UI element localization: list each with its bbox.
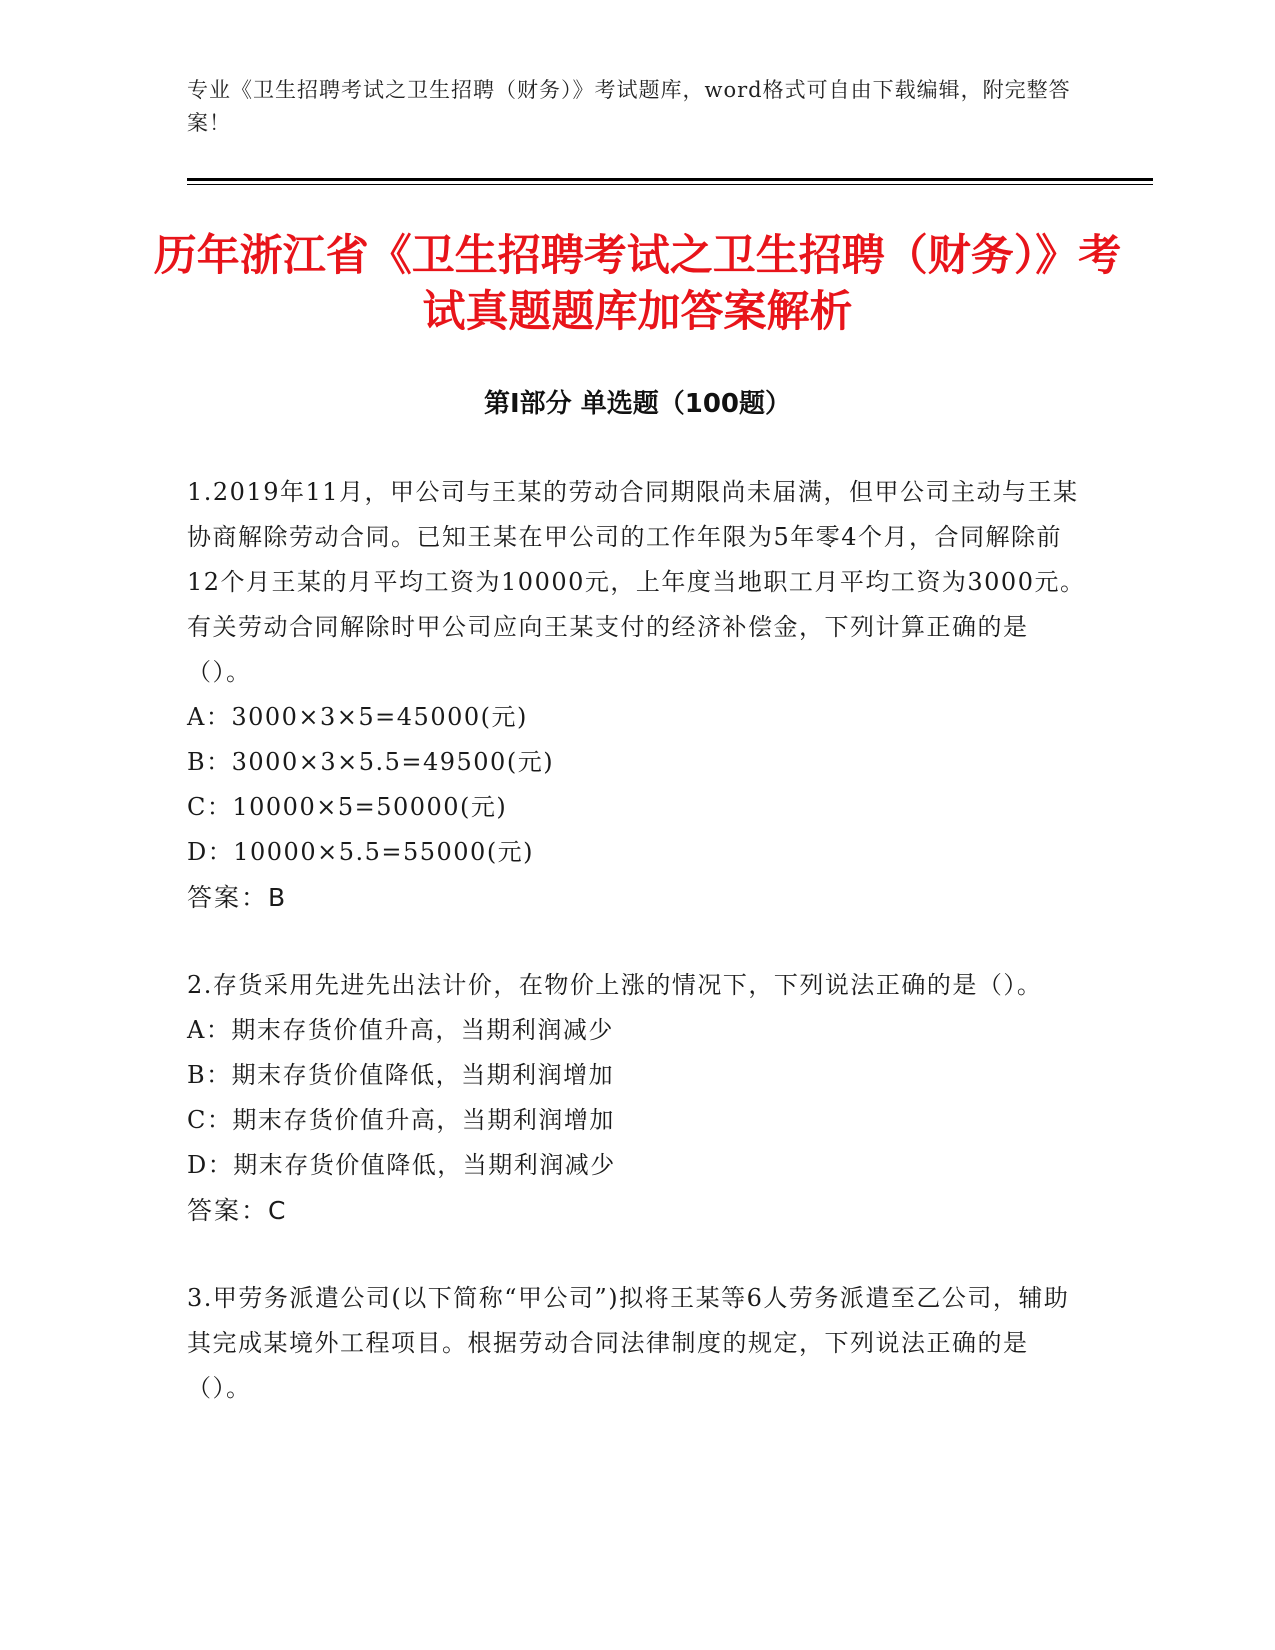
option-c: C：10000×5=50000(元) (187, 793, 508, 821)
question-list (187, 470, 1087, 1454)
answer-line (187, 1188, 1087, 1233)
answer-label: 答案： (187, 1196, 269, 1225)
option-a: A：3000×3×5=45000(元) (187, 703, 528, 731)
option-b: B：期末存货价值降低，当期利润增加 (187, 1061, 615, 1089)
answer-label: 答案： (187, 883, 269, 912)
answer-value: B (268, 883, 286, 912)
question-2 (187, 963, 1087, 1233)
option-b: B：3000×3×5.5=49500(元) (187, 748, 555, 776)
question-3 (187, 1276, 1087, 1411)
question-stem: 3.甲劳务派遣公司(以下简称“甲公司”)拟将王某等6人劳务派遣至乙公司，辅助其完成某境外工程项目。根据劳动合同法律制度的规定，下列说法正确的是（）。 (187, 1284, 1070, 1402)
header-note: 专业《卫生招聘考试之卫生招聘（财务）》考试题库，word格式可自由下载编辑，附完整答案！ (187, 78, 1071, 135)
header-divider-thick (187, 178, 1153, 181)
answer-line (187, 875, 1087, 920)
document-title: 历年浙江省《卫生招聘考试之卫生招聘（财务）》考试真题题库加答案解析 (153, 231, 1122, 337)
question-1 (187, 470, 1087, 920)
option-a: A：期末存货价值升高，当期利润减少 (187, 1016, 614, 1044)
question-stem: 2.存货采用先进先出法计价，在物价上涨的情况下，下列说法正确的是（）。 (187, 971, 1043, 999)
answer-value: C (268, 1196, 286, 1225)
section-title: 第Ⅰ部分 单选题（100题） (484, 389, 791, 419)
question-stem: 1.2019年11月，甲公司与王某的劳动合同期限尚未届满，但甲公司主动与王某协商解除劳动合同。已知王某在甲公司的工作年限为5年零4个月，合同解除前12个月王某的月平均工资为10000元，上年度当地职工月平均工资为3000元。有关劳动合同解除时甲公司应向王某支付的经济补偿金，下列计算正确的是（）。 (187, 478, 1086, 686)
header-divider-thin (187, 184, 1153, 185)
option-c: C：期末存货价值升高，当期利润增加 (187, 1106, 615, 1134)
option-d: D：期末存货价值降低，当期利润减少 (187, 1151, 616, 1179)
option-d: D：10000×5.5=55000(元) (187, 838, 535, 866)
